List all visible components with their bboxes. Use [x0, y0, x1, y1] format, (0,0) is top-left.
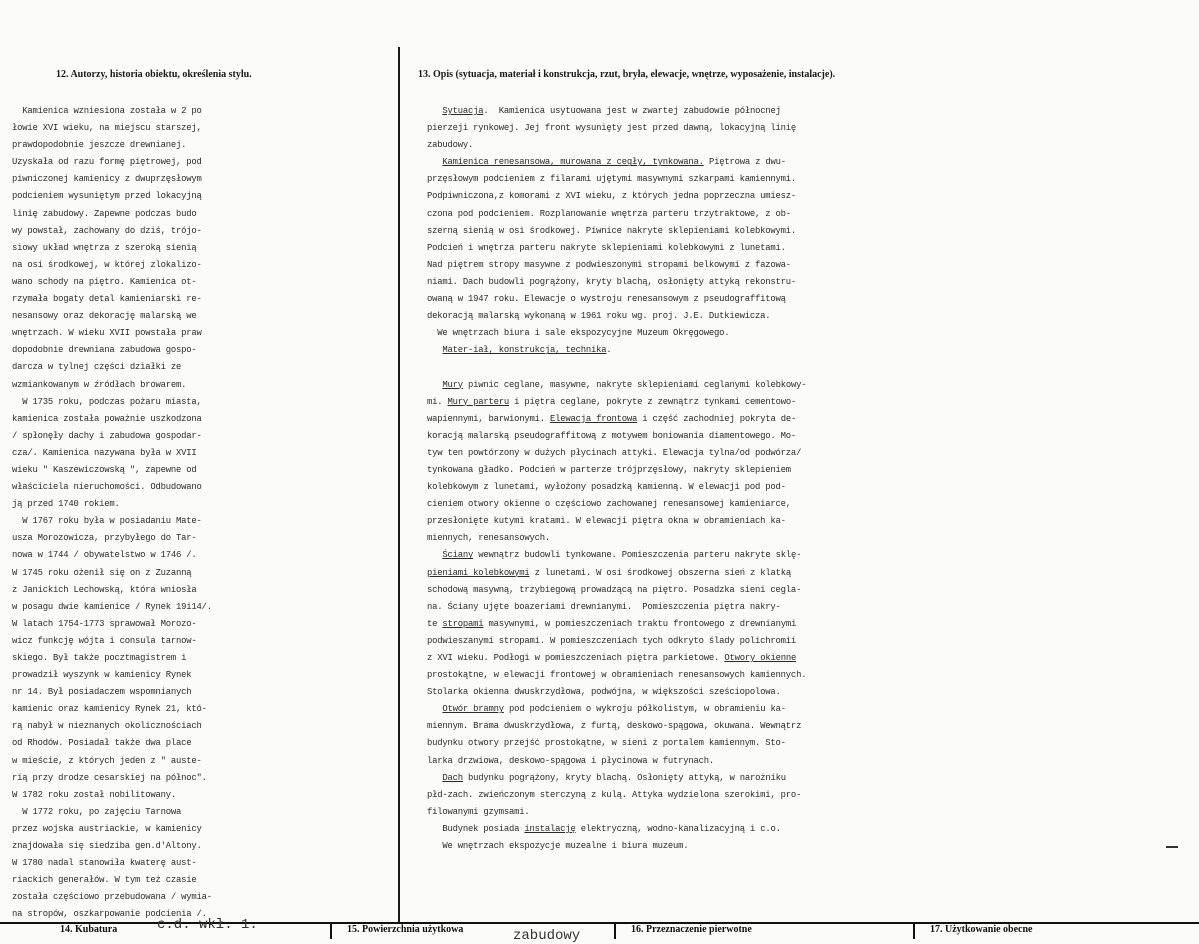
description-text-line: [427, 308, 1197, 325]
description-text-line: [427, 753, 1197, 770]
description-text-line: [427, 137, 1197, 154]
line-text: czona pod podcieniem. Rozplanowanie wnętrza parteru trzytraktowe, z ob-: [427, 208, 791, 219]
end-dash: [1166, 846, 1178, 848]
line-text: [427, 345, 442, 355]
description-text-line: [427, 377, 1197, 394]
underlined-term: Ściany: [442, 550, 474, 561]
description-text-line: [427, 582, 1197, 599]
history-text-line: W 1735 roku, podczas pożaru miasta,: [12, 396, 202, 407]
line-text: płd-zach. zwieńczonym sterczyną z kulą. Attyka wydzielona szerokimi, pro-: [427, 789, 802, 800]
history-text-line: darcza w tylnej części działki ze: [12, 362, 182, 373]
history-text-line: wicz funkcję wójta i consula tarnow-: [12, 635, 197, 646]
description-text-line: [427, 154, 1197, 171]
description-text-line: [427, 650, 1197, 667]
description-text-line: [427, 735, 1197, 752]
description-text-line: [427, 120, 1197, 137]
history-text-line: cza/. Kamienica nazywana była w XVII: [12, 447, 197, 458]
history-text-line: nesansowy oraz dekorację malarską we: [12, 311, 197, 322]
description-text-line: [427, 616, 1197, 633]
footer-cell-14-value: c.d. wkł. 1.: [157, 917, 258, 933]
underlined-term: Otwór bramny: [442, 704, 504, 715]
underlined-term: Dach: [442, 772, 463, 783]
underlined-term: Elewacja frontowa: [550, 413, 638, 424]
description-text-line: [427, 513, 1197, 530]
line-text: szerną sienią w osi środkowej. Piwnice nakryte sklepieniami kolebkowymi.: [427, 225, 797, 236]
history-text-line: rą nabył w nieznanych okolicznościach: [12, 721, 202, 732]
description-text-line: [427, 804, 1197, 821]
description-text-line: [427, 633, 1197, 650]
description-text-column: [427, 103, 1197, 855]
footer-divider: [614, 922, 616, 939]
line-text: tynkowana gładko. Podcień w parterze trójprzęsłowy, nakryty sklepieniem: [427, 464, 791, 475]
history-text-line: kamienic oraz kamienicy Rynek 21, któ-: [12, 704, 207, 715]
history-text-line: podcieniem wysuniętym przed lokacyjną: [12, 191, 202, 202]
description-text-line: [427, 462, 1197, 479]
line-text: piwnic ceglane, masywne, nakryte sklepieniami ceglanymi kolebkowy-: [462, 379, 807, 390]
description-text-line: [427, 530, 1197, 547]
description-text-line: [427, 257, 1197, 274]
underlined-term: Kamienica renesansowa, murowana z cegły, tynkowana.: [442, 157, 704, 168]
description-text-line: [427, 565, 1197, 582]
underlined-term: Mury parteru: [447, 396, 510, 407]
history-text-line: dopodobnie drewniana zabudowa gospo-: [12, 345, 197, 356]
underlined-term: Mury: [442, 379, 463, 390]
line-text: [427, 157, 442, 167]
history-text-line: W 1772 roku, po zajęciu Tarnowa: [12, 806, 182, 817]
history-text-line: łowie XVI wieku, na miejscu starszej,: [12, 123, 202, 134]
line-text: na. Ściany ujęte boazeriami drewnianymi. Pomieszczenia piętra nakry-: [427, 601, 781, 612]
line-text: cieniem otwory okienne o częściowo zachowanej renesansowej kamieniarce,: [427, 499, 791, 510]
description-text-line: [427, 667, 1197, 684]
history-text-line: skiego. Był także pocztmagistrem i: [12, 653, 187, 663]
line-text: Budynek posiada: [427, 823, 525, 834]
history-text-line: właściciela nieruchomości. Odbudowano: [12, 482, 202, 493]
line-text: budynku otwory przejść prostokątne, w sieni z portalem kamiennym. Sto-: [427, 738, 786, 749]
line-text: wapiennymi, barwionymi.: [427, 413, 551, 424]
line-text: kolebkowym z lunetami, wyłożony posadzką kamienną. W elewacji pod pod-: [427, 482, 786, 493]
history-text-line: kamienica została poważnie uszkodzona: [12, 413, 202, 424]
line-text: larka drzwiowa, deskowo-spągowa i płycinowa w futrynach.: [427, 755, 715, 766]
history-text-line: na stropów, oszkarpowanie podcienia /.: [12, 909, 207, 920]
history-text-line: nowa w 1744 / obywatelstwo w 1746 /.: [12, 550, 197, 561]
description-text-line: [427, 359, 1197, 376]
line-text: miennych, renesansowych.: [427, 533, 551, 544]
line-text: z XVI wieku. Podłogi w pomieszczeniach piętra parkietowe.: [427, 653, 725, 663]
history-text-line: znajdowała się siedziba gen.d'Altony.: [12, 841, 202, 852]
description-text-line: [427, 411, 1197, 428]
footer-cell-15-value: zabudowy: [513, 928, 581, 944]
line-text: [427, 704, 442, 714]
description-text-line: [427, 394, 1197, 411]
history-text-line: prowadził wyszynk w kamienicy Rynek: [12, 670, 192, 681]
history-text-line: z Janickich Lechowską, która wniosła: [12, 584, 197, 595]
underlined-term: Otwory okienne: [724, 653, 797, 663]
history-text-line: została częściowo przebudowana / wymia-: [12, 892, 212, 903]
description-text-line: [427, 821, 1197, 838]
line-text: Nad piętrem stropy masywne z podwieszonymi stropami belkowymi z fazowa-: [427, 259, 791, 270]
history-text-line: na osi środkowej, w której zlokalizo-: [12, 259, 202, 270]
line-text: .: [606, 345, 612, 356]
line-text: elektryczną, wodno-kanalizacyjną i c.o.: [575, 823, 781, 834]
description-text-line: [427, 701, 1197, 718]
line-text: Podcień i wnętrza parteru nakryte sklepieniami kolebkowymi z lunetami.: [427, 242, 786, 253]
line-text: schodową masywną, trzybiegową prowadzącą na piętro. Posadzka sieni cegla-: [427, 584, 802, 595]
description-text-line: [427, 684, 1197, 701]
history-text-line: rią przy drodze cesarskiej na północ".: [12, 772, 207, 783]
history-text-column: [12, 103, 398, 924]
history-text-line: linię zabudowy. Zapewne podczas budo: [12, 208, 197, 219]
history-text-line: w posagu dwie kamienice / Rynek 19i14/.: [12, 601, 212, 612]
line-text: te: [427, 618, 443, 629]
history-text-line: W 1782 roku został nobilitowany.: [12, 789, 177, 800]
history-text-line: riackich generałów. W tym też czasie: [12, 875, 197, 886]
footer-divider: [330, 922, 332, 939]
line-text: masywnymi, w pomieszczeniach traktu frontowego z drewnianymi: [483, 618, 797, 629]
footer-cell-17-label: 17. Użytkowanie obecne: [930, 924, 1033, 935]
line-text: przesłonięte kutymi kratami. W elewacji piętra okna w obramieniach ka-: [427, 516, 786, 527]
history-text-line: rzymała bogaty detal kamieniarski re-: [12, 294, 202, 305]
history-text-line: przez wojska austriackie, w kamienicy: [12, 823, 202, 834]
line-text: We wnętrzach biura i sale ekspozycyjne Muzeum Okręgowego.: [427, 328, 730, 339]
footer-divider: [913, 922, 915, 939]
history-text-line: W 1745 roku ożenił się on z Zuzanną: [12, 567, 192, 578]
description-text-line: [427, 718, 1197, 735]
description-text-line: [427, 342, 1197, 359]
history-text-line: wy powstał, zachowany do dziś, trójo-: [12, 225, 202, 236]
history-text-line: Uzyskała od razu formę piętrowej, pod: [12, 157, 202, 168]
line-text: [427, 380, 442, 390]
underlined-term: Mater-iał, konstrukcja, technika: [442, 345, 607, 356]
line-text: Piętrowa z dwu-: [703, 157, 786, 168]
description-text-line: [427, 223, 1197, 240]
line-text: i piętra ceglane, pokryte z zewnątrz tynkami cementowo-: [509, 396, 797, 407]
line-text: Stolarka okienna dwuskrzydłowa, podwójna, w większości sześciopolowa.: [427, 687, 781, 698]
history-text-line: siowy układ wnętrza z szeroką sienią: [12, 242, 197, 253]
history-text-line: usza Morozowicza, przybyłego do Tar-: [12, 533, 197, 544]
description-text-line: [427, 770, 1197, 787]
history-text-line: ją przed 1740 rokiem.: [12, 499, 120, 510]
line-text: podwieszanymi stropami. W pomieszczeniach tych odkryto ślady polichromii: [427, 635, 797, 646]
description-text-line: [427, 171, 1197, 188]
history-text-line: / spłonęły dachy i zabudowa gospodar-: [12, 430, 202, 441]
line-text: . Kamienica usytuowana jest w zwartej zabudowie północnej: [483, 106, 781, 116]
description-text-line: [427, 787, 1197, 804]
line-text: Podpiwniczona,z komorami z XVI wieku, z których jedna poprzeczna umiesz-: [427, 191, 797, 202]
line-text: miennym. Brama dwuskrzydłowa, z furtą, deskowo-spągowa, okuwana. Wewnątrz: [427, 721, 802, 732]
underlined-term: pieniami kolebkowymi: [427, 567, 530, 578]
description-text-line: [427, 445, 1197, 462]
history-text-line: wzmiankowanym w źródłach browarem.: [12, 379, 187, 390]
description-text-line: [427, 274, 1197, 291]
line-text: pierzeji rynkowej. Jej front wysunięty jest przed dawną, lokacyjną linię: [427, 123, 797, 134]
description-text-line: [427, 325, 1197, 342]
left-section-header: 12. Autorzy, historia obiektu, określenia stylu.: [56, 69, 252, 80]
history-text-line: W 1780 nadal stanowiła kwaterę aust-: [12, 858, 197, 869]
history-text-line: W 1767 roku była w posiadaniu Mate-: [12, 516, 202, 527]
history-text-line: wnętrzach. W wieku XVII powstała praw: [12, 328, 202, 339]
history-text-line: w mieście, z których jeden z " auste-: [12, 755, 202, 766]
description-text-line: [427, 496, 1197, 513]
line-text: przęsłowym podcieniem z filarami ujętymi masywnymi szkarpami kamiennymi.: [427, 174, 797, 185]
footer-cell-16-label: 16. Przeznaczenie pierwotne: [631, 924, 752, 935]
description-text-line: [427, 428, 1197, 445]
description-text-line: [427, 838, 1197, 855]
underlined-term: instalację: [524, 823, 576, 834]
footer-cell-14-label: 14. Kubatura: [60, 924, 118, 935]
line-text: koracją malarską pseudograffitową z motywem boniowania diamentowego. Mo-: [427, 430, 797, 441]
history-text-line: wieku " Kaszewiczowską ", zapewne od: [12, 464, 197, 475]
description-text-line: [427, 188, 1197, 205]
line-text: pod podcieniem o wykroju półkolistym, w obramieniu ka-: [503, 704, 786, 715]
history-text-line: W latach 1754-1773 sprawował Morozo-: [12, 618, 197, 629]
line-text: niami. Dach budowli pogrążony, kryty blachą, osłonięty attyką rekonstru-: [427, 276, 797, 287]
history-text-line: piwniczonej kamienicy z dwuprzęsłowym: [12, 174, 202, 185]
line-text: mi.: [427, 396, 448, 407]
line-text: We wnętrzach ekspozycje muzealne i biura muzeum.: [427, 841, 689, 852]
line-text: [427, 106, 442, 116]
line-text: budynku pogrążony, kryty blachą. Osłonięty attyką, w narożniku: [462, 772, 786, 783]
line-text: [427, 550, 442, 560]
line-text: prostokątne, w elewacji frontowej w obramieniach renesansowych kamiennych.: [427, 670, 807, 681]
line-text: [427, 773, 442, 783]
line-text: z lunetami. W osi środkowej obszerna sień z klatką: [529, 567, 791, 578]
line-text: wewnątrz budowli tynkowane. Pomieszczenia parteru nakryte sklę-: [473, 550, 802, 561]
line-text: dekoracją malarską wykonaną w 1961 roku wg. proj. J.E. Dutkiewicza.: [427, 311, 771, 322]
description-text-line: [427, 479, 1197, 496]
history-text-line: nr 14. Był posiadaczem wspomnianych: [12, 687, 192, 698]
footer-cell-15-label: 15. Powierzchnia użytkowa: [347, 924, 464, 935]
history-text-line: prawdopodobnie jeszcze drewnianej.: [12, 140, 187, 151]
description-text-line: [427, 103, 1197, 120]
history-text-line: wano schody na piętro. Kamienica ot-: [12, 276, 197, 287]
history-text-line: od Rhodów. Posiadał także dwa place: [12, 738, 192, 749]
line-text: filowanymi gzymsami.: [427, 806, 530, 817]
line-text: owaną w 1947 roku. Elewacje o wystroju renesansowym z pseudograffitową: [427, 294, 786, 305]
description-text-line: [427, 206, 1197, 223]
underlined-term: stropami: [442, 618, 484, 629]
history-text-line: Kamienica wzniesiona została w 2 po: [12, 106, 202, 116]
description-text-line: [427, 547, 1197, 564]
description-text-line: [427, 291, 1197, 308]
column-divider: [398, 47, 400, 922]
line-text: zabudowy.: [427, 140, 474, 151]
underlined-term: Sytuacja: [442, 106, 484, 116]
line-text: i część zachodniej pokryta de-: [637, 413, 797, 424]
right-section-header: 13. Opis (sytuacja, materiał i konstrukcja, rzut, bryła, elewacje, wnętrze, wyposażenie, instalacje).: [418, 69, 836, 80]
description-text-line: [427, 240, 1197, 257]
line-text: tyw ten powtórzony w dużych płycinach attyki. Elewacja tylna/od podwórza/: [427, 447, 802, 458]
description-text-line: [427, 599, 1197, 616]
